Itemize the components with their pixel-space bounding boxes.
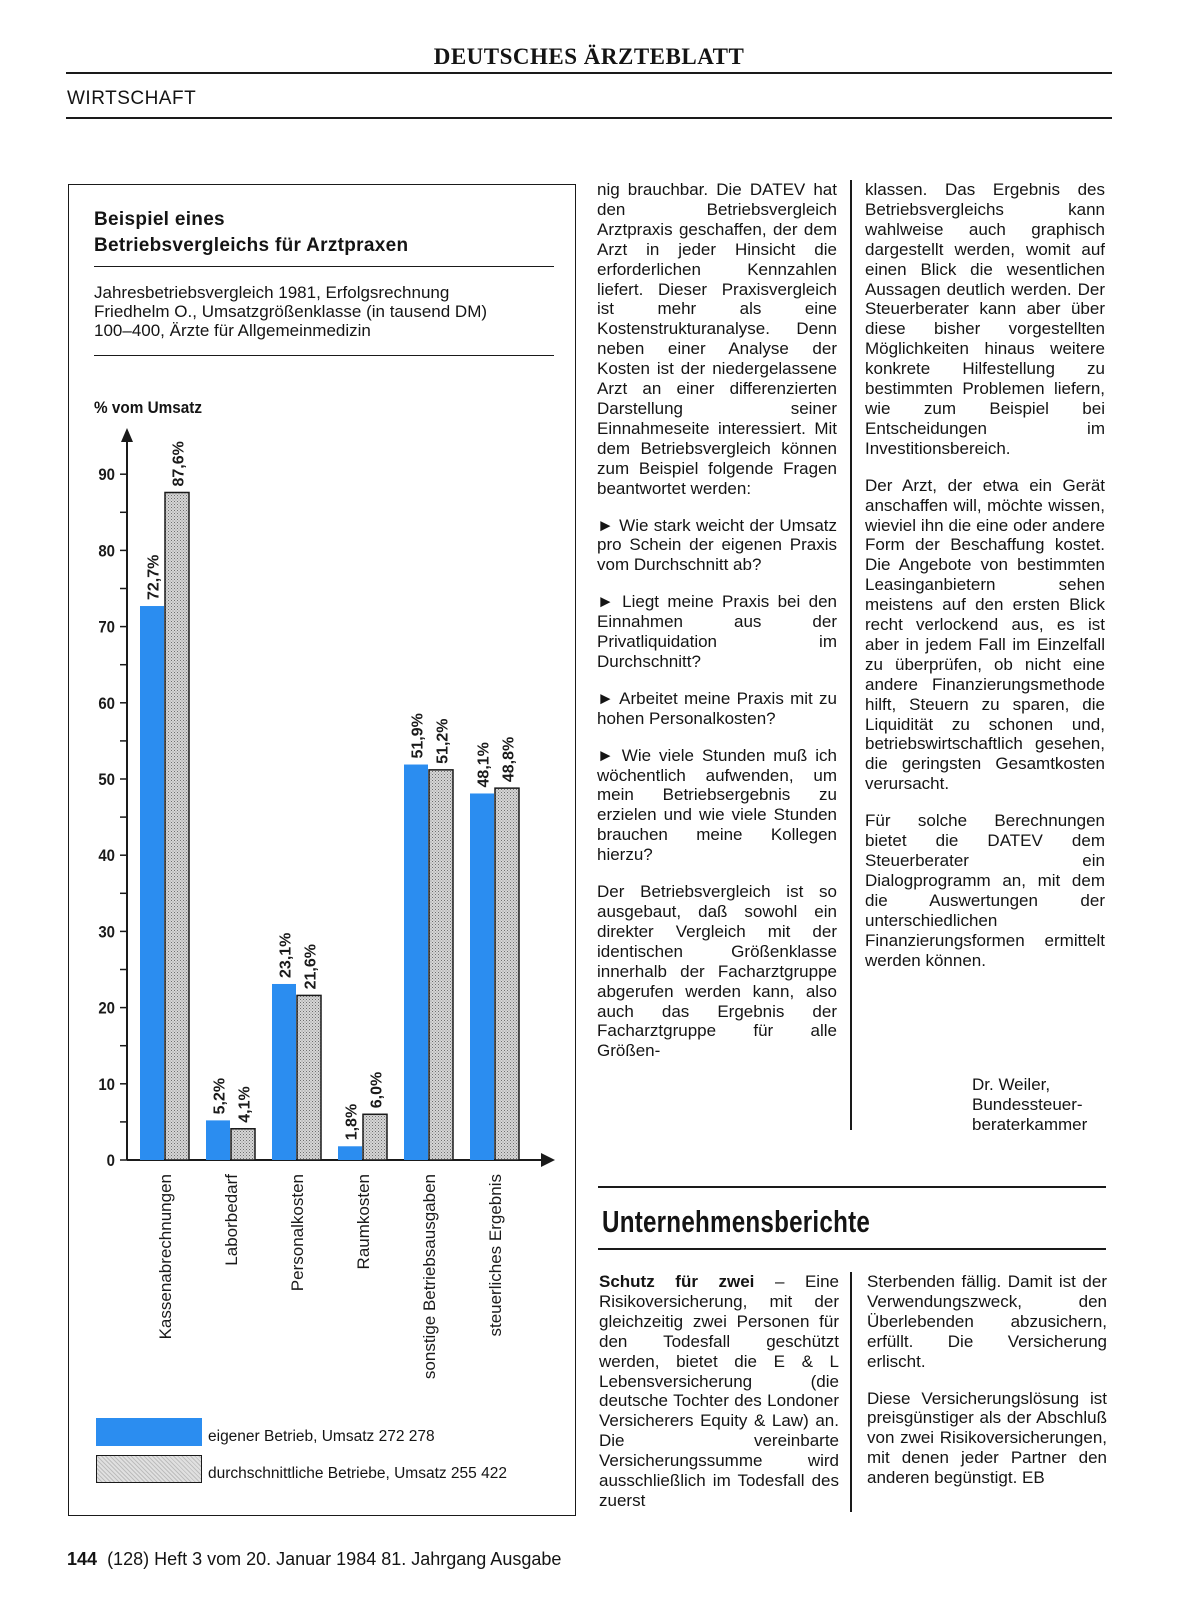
chart-subtitle-line-3: 100–400, Ärzte für Allgemeinmedizin xyxy=(94,321,371,340)
article-paragraph: Für solche Berechnungen bietet die DATEV dem Steuerberater ein Dialogprogramm an, mit dem die Auswertungen der unterschiedlichen Finanzierungsformen ermittelt werden können. xyxy=(865,811,1105,970)
category-label: Kassenabrechnungen xyxy=(156,1174,175,1340)
y-tick-label: 80 xyxy=(98,542,115,561)
article-paragraph: nig brauchbar. Die DATEV hat den Betriebsvergleich Arztpraxis geschaffen, der dem Arzt in jeder Hinsicht die erforderlichen Kennzahlen liefert. Dieser Praxisvergleich ist mehr als eine Kostenstrukturanalyse. Denn neben einer Analyse der Kosten ist der niedergelassene Arzt an einer differenzierten Darstellung seiner Einnahmeseite interessiert. Mit dem Betriebsvergleich können zum Beispiel folgende Fragen beantwortet werden: xyxy=(597,180,837,498)
article-column-1 xyxy=(597,180,837,1078)
signature-line: Bundessteuer- xyxy=(972,1095,1083,1114)
chart-subtitle-line-2: Friedhelm O., Umsatzgrößenklasse (in tausend DM) xyxy=(94,302,488,321)
section-label: WIRTSCHAFT xyxy=(67,88,197,109)
bar-value-label: 6,0% xyxy=(368,1071,386,1109)
page-number: 144 xyxy=(67,1549,98,1569)
bar-value-label: 21,6% xyxy=(302,944,320,990)
bar-average-practices xyxy=(231,1129,255,1160)
legend-label-own: eigener Betrieb, Umsatz 272 278 xyxy=(208,1428,435,1445)
bar-value-label: 1,8% xyxy=(343,1103,361,1141)
bar-value-label: 23,1% xyxy=(277,932,295,978)
bar-value-label: 4,1% xyxy=(236,1086,254,1123)
chart-subtitle-line-1: Jahresbetriebsvergleich 1981, Erfolgsrechnung xyxy=(94,283,450,302)
article-question: ► Liegt meine Praxis bei den Einnahmen aus der Privatliquidation im Durchschnitt? xyxy=(597,592,837,671)
bar-own-practice xyxy=(140,606,164,1160)
chart-title-line-2: Betriebsvergleichs für Arztpraxen xyxy=(94,235,409,256)
y-tick-label: 70 xyxy=(98,618,115,637)
bar-average-practices xyxy=(297,995,321,1160)
article-paragraph: Der Arzt, der etwa ein Gerät anschaffen will, möchte wissen, wieviel ihn die eine oder andere Form der Beschaffung kostet. Die Angebote von bestimmten Leasinganbietern sehen meistens auf den ersten Blick recht verlockend aus, es ist aber in jedem Fall im Einzelfall zu überprüfen, ob nicht eine andere Finanzierungsmethode hilft, Steuern zu sparen, die Liquidität zu schonen und, betriebswirtschaftlich gesehen, die geringsten Gesamtkosten verursacht. xyxy=(865,475,1105,794)
category-label: steuerliches Ergebnis xyxy=(486,1174,505,1337)
chart-title-line-1: Beispiel eines xyxy=(94,209,225,230)
legend-swatch-average xyxy=(96,1455,202,1483)
news-paragraph: Sterbenden fällig. Damit ist der Verwendungszweck, den Überlebenden abzusichern, erfüllt. Die Versicherung erlischt. xyxy=(867,1272,1107,1371)
article-paragraph: klassen. Das Ergebnis des Betriebsvergleichs kann wahlweise auch graphisch dargestellt werden, womit auf einen Blick die wesentlichen Aussagen deutlich werden. Der Steuerberater kann aber über diese bisher vorgestellten Möglichkeiten hinaus weitere konkrete Hilfestellung zu bestimmten Problemen liefern, wie zum Beispiel bei Entscheidungen im Investitionsbereich. xyxy=(865,180,1105,458)
signature-line: beraterkammer xyxy=(972,1115,1088,1134)
bar-value-label: 48,8% xyxy=(500,736,518,783)
x-axis-arrow xyxy=(541,1153,555,1167)
article-question: ► Wie stark weicht der Umsatz pro Schein der eigenen Praxis vom Durchschnitt ab? xyxy=(597,515,837,575)
article-question: ► Arbeitet meine Praxis mit zu hohen Personalkosten? xyxy=(597,688,837,728)
bar-average-practices xyxy=(363,1114,387,1160)
bar-value-label: 51,2% xyxy=(434,718,452,764)
bar-value-label: 87,6% xyxy=(170,441,188,487)
issue-info: (128) Heft 3 vom 20. Januar 1984 81. Jahrgang Ausgabe xyxy=(107,1549,562,1569)
article-paragraph: Der Betriebsvergleich ist so ausgebaut, daß sowohl ein direkter Vergleich mit der identischen Größenklasse innerhalb der Facharztgruppe abgerufen werden kann, also auch das Ergebnis der Facharztgruppe für alle Größen- xyxy=(597,882,837,1061)
category-label: Personalkosten xyxy=(288,1174,307,1292)
news-heading-rule xyxy=(598,1248,1106,1250)
article-signature xyxy=(972,1075,1087,1135)
y-tick-label: 20 xyxy=(98,999,115,1018)
article-question: ► Wie viele Stunden muß ich wöchentlich aufwenden, um mein Betriebsergebnis zu erzielen und wie viele Stunden brauchen meine Kollegen hierzu? xyxy=(597,745,837,865)
news-column-1 xyxy=(599,1272,839,1528)
bar-value-label: 48,1% xyxy=(475,742,493,788)
bar-average-practices xyxy=(429,770,453,1160)
news-top-rule xyxy=(598,1186,1106,1188)
y-tick-label: 0 xyxy=(106,1152,115,1171)
bar-value-label: 72,7% xyxy=(145,554,163,601)
chart-y-axis-label: % vom Umsatz xyxy=(94,398,202,417)
category-label: Laborbedarf xyxy=(222,1174,241,1266)
masthead: DEUTSCHES ÄRZTEBLATT xyxy=(433,44,745,69)
legend-swatch-own xyxy=(96,1418,202,1446)
bar-own-practice xyxy=(404,765,428,1160)
bar-value-label: 5,2% xyxy=(211,1077,229,1115)
bar-average-practices xyxy=(495,788,519,1160)
y-axis-arrow xyxy=(121,428,133,442)
bar-own-practice xyxy=(272,984,296,1160)
news-paragraph: Diese Versicherungslösung ist preisgünstiger als der Abschluß von zwei Risikoversicherungen, mit denen jeder Partner den anderen begünstigt. EB xyxy=(867,1388,1107,1488)
news-column-divider xyxy=(850,1272,852,1512)
news-lead: Schutz für zwei xyxy=(599,1272,755,1291)
y-tick-label: 10 xyxy=(98,1075,115,1095)
legend-label-average: durchschnittliche Betriebe, Umsatz 255 422 xyxy=(208,1465,507,1482)
category-label: Raumkosten xyxy=(354,1174,373,1270)
y-tick-label: 60 xyxy=(98,694,115,714)
signature-line: Dr. Weiler, xyxy=(972,1075,1051,1094)
bar-own-practice xyxy=(470,793,494,1160)
bar-value-label: 51,9% xyxy=(409,713,427,759)
page-footer xyxy=(67,1549,561,1570)
article-column-divider xyxy=(850,180,852,1130)
news-text: – Eine Risikoversicherung, mit der gleichzeitig zwei Personen für den Todesfall geschützt werden, bietet die E & L Lebensversicherung (die deutsche Tochter des Londoner Versicherers Equity & Law) an. Die vereinbarte Versicherungssumme wird ausschließlich im Todesfall des zuerst xyxy=(599,1272,839,1510)
article-column-2 xyxy=(865,180,1105,987)
category-label: sonstige Betriebsausgaben xyxy=(420,1174,439,1380)
y-tick-label: 40 xyxy=(98,847,115,866)
y-tick-label: 90 xyxy=(98,466,115,485)
bar-own-practice xyxy=(338,1146,362,1160)
news-heading: Unternehmensberichte xyxy=(602,1204,871,1239)
bar-average-practices xyxy=(165,492,189,1160)
y-tick-label: 50 xyxy=(98,771,115,790)
news-column-2 xyxy=(867,1272,1107,1505)
bar-own-practice xyxy=(206,1120,230,1160)
y-tick-label: 30 xyxy=(98,923,115,942)
